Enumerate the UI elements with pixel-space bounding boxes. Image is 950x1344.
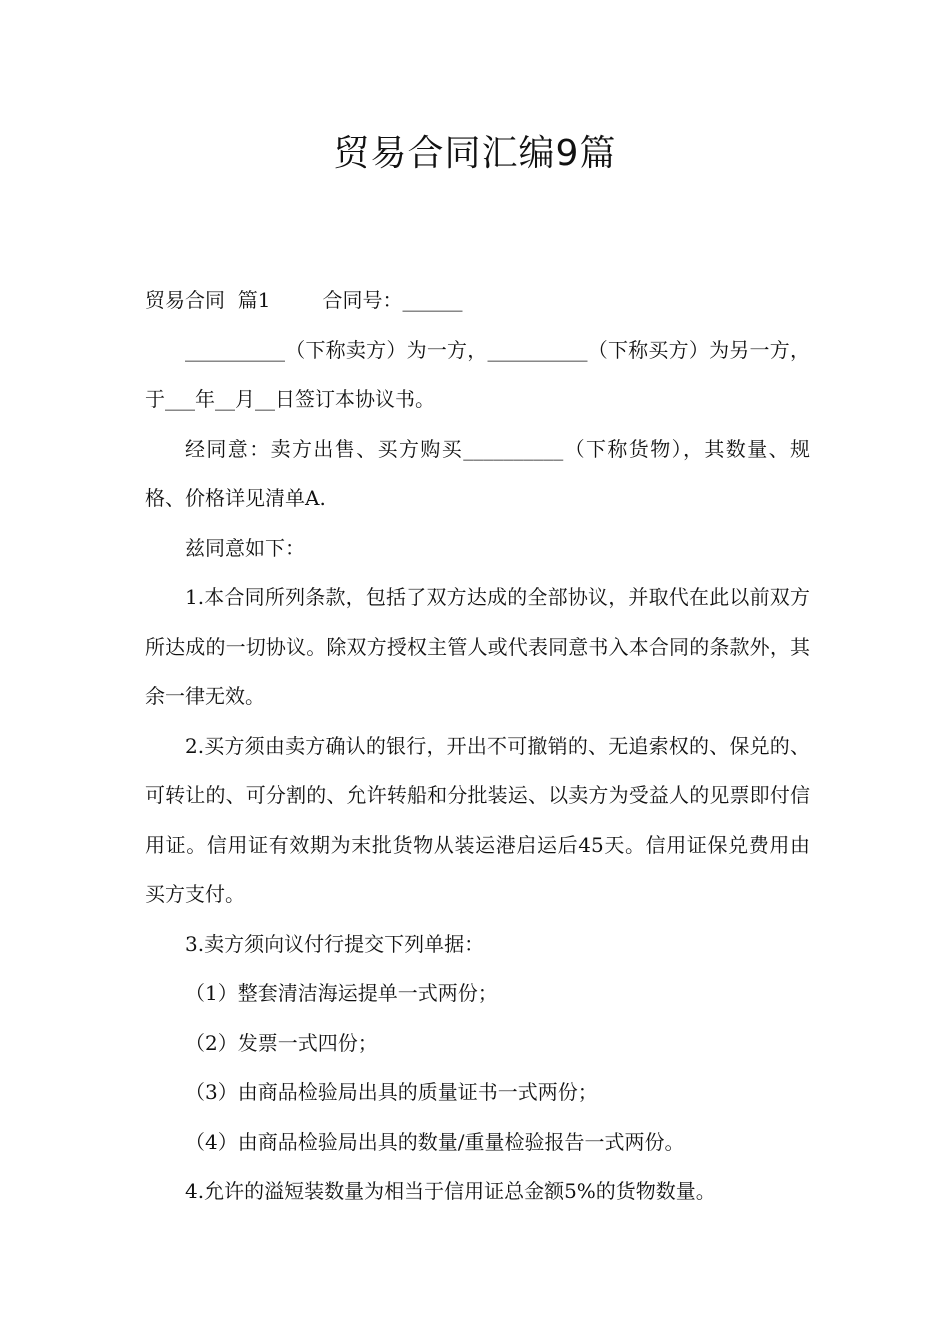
- paragraph-agreement: 经同意：卖方出售、买方购买__________（下称货物），其数量、规格、价格详见清单A.: [145, 436, 810, 510]
- clause-3: 3.卖方须向议付行提交下列单据：: [185, 931, 485, 956]
- paragraph-parties: __________（下称卖方）为一方，__________（下称买方）为另一方，于___年__月__日签订本协议书。: [145, 337, 810, 411]
- section-header: [145, 276, 810, 326]
- paragraph-hereby: 兹同意如下：: [185, 535, 305, 560]
- document-title: 贸易合同汇编9篇: [333, 133, 617, 174]
- clause-4: 4.允许的溢短装数量为相当于信用证总金额5%的货物数量。: [185, 1179, 716, 1203]
- list-item: （4）由商品检验局出具的数量/重量检验报告一式两份。: [185, 1129, 685, 1154]
- contract-number: 合同号：______: [322, 288, 463, 312]
- clause-1: 1.本合同所列条款，包括了双方达成的全部协议，并取代在此以前双方所达成的一切协议。除双方授权主管人或代表同意书入本合同的条款外，其余一律无效。: [145, 585, 810, 708]
- list-item: （3）由商品检验局出具的质量证书一式两份；: [185, 1080, 598, 1104]
- document-body: [145, 276, 810, 1217]
- clause-2: 2.买方须由卖方确认的银行，开出不可撤销的、无追索权的、保兑的、可转让的、可分割的、允许转船和分批装运、以卖方为受益人的见票即付信用证。信用证有效期为末批货物从装运港启运后45天。信用证保兑费用由买方支付。: [145, 733, 810, 906]
- list-item: （1）整套清洁海运提单一式两份；: [185, 981, 498, 1005]
- list-item: （2）发票一式四份；: [185, 1030, 378, 1055]
- section-label: 贸易合同 篇1: [145, 288, 271, 312]
